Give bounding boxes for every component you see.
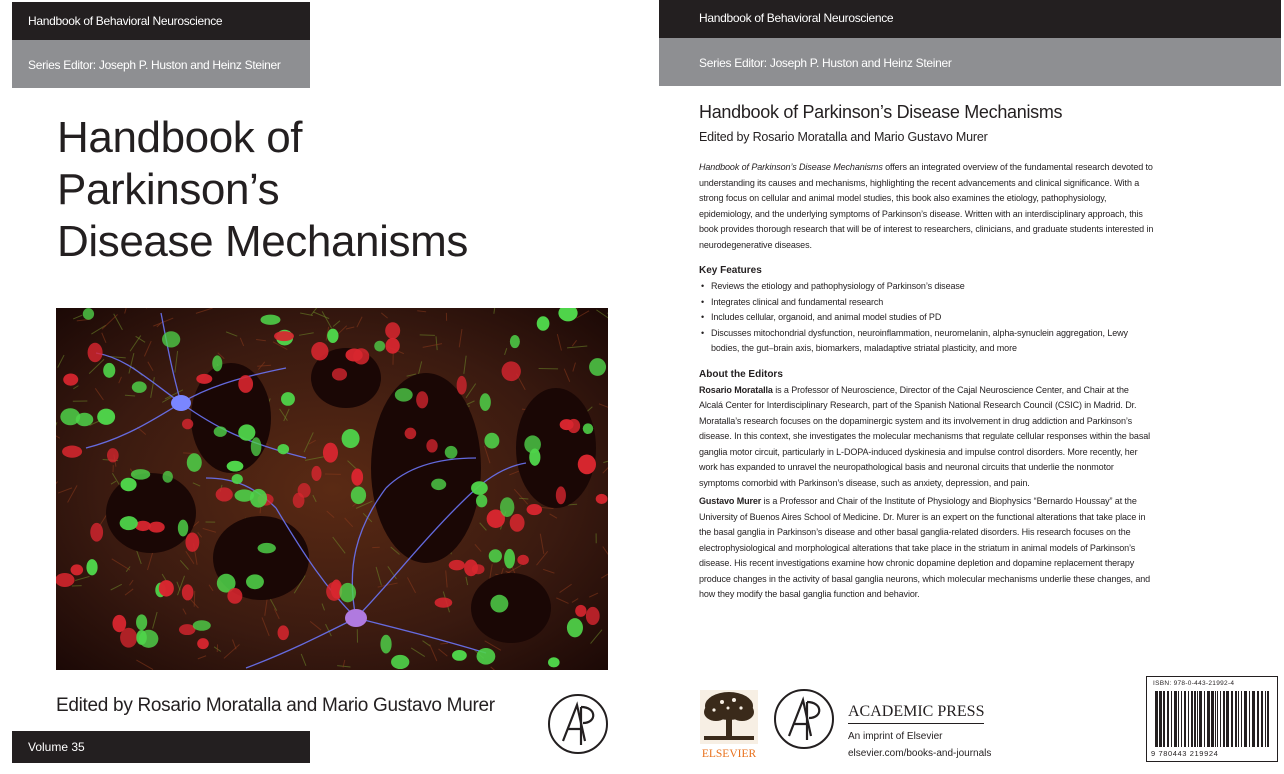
back-series-band: Handbook of Behavioral Neuroscience <box>659 0 1281 38</box>
editor1-bio-text: is a Professor of Neuroscience, Director of the Cajal Neuroscience Center, and Chair at the Alcalá Center for Interdisciplinary Research, part of the Spanish National Research Council (CSIC) in Madrid. Dr. Moratalla’s research focuses on the dopaminergic system and its involvement in drug addiction and Parkinson’s disease. In this context, she investigates the molecular mechanisms that regulate cellular responses within the basal ganglia motor circuit, particularly in L-DOPA-induced dyskinesia and impulse control disorders. More recently, her work has expanded to unravel the neuropathological basis and neuronal circuits that underlie the nonmotor symptoms comorbid with Parkinson’s disease, such as anxiety, depression, and pain. <box>699 384 1151 488</box>
editor1-name: Rosario Moratalla <box>699 384 773 395</box>
key-features-heading: Key Features <box>699 265 762 276</box>
ap-monogram-icon <box>773 688 835 750</box>
front-editors: Edited by Rosario Moratalla and Mario Gustavo Murer <box>56 695 495 716</box>
key-feature-item: • Reviews the etiology and pathophysiology of Parkinson’s disease <box>699 279 1154 295</box>
description-text: offers an integrated overview of the fundamental research devoted to understanding its causes and mechanisms, highlighting the recent advancements and clinical significance. With a strong focus on cellular and animal model studies, this book also examines the etiology, pathophysiology, epidemiology, and the underlying symptoms of Parkinson’s disease. Written with an interdisciplinary approach, this book provides thorough research that will be of interest to researchers, clinicians, and graduate students interested in neurodegenerative diseases. <box>699 162 1154 250</box>
back-editors: Edited by Rosario Moratalla and Mario Gustavo Murer <box>699 130 988 144</box>
back-series-editor-band: Series Editor: Joseph P. Huston and Heinz Steiner <box>659 38 1281 86</box>
key-feature-item: • Integrates clinical and fundamental research <box>699 295 1154 311</box>
editor1-bio <box>699 383 1154 492</box>
front-volume-band: Volume 35 <box>12 731 310 763</box>
isbn-barcode <box>1146 676 1278 762</box>
editor2-name: Gustavo Murer <box>699 496 762 506</box>
back-title: Handbook of Parkinson’s Disease Mechanisms <box>699 102 1063 122</box>
front-title-line-1: Handbook of <box>57 113 303 162</box>
back-description <box>699 160 1154 253</box>
front-series-band: Handbook of Behavioral Neuroscience <box>12 2 310 40</box>
back-cover <box>656 0 1284 774</box>
editor2-bio-text: is a Professor and Chair of the Institute of Physiology and Biophysics “Bernardo Houssay” at the University of Buenos Aires School of Medicine. Dr. Murer is an expert on the functional alterations that take place in the basal ganglia in Parkinson’s disease and other basal ganglia-related disorders. His research focuses on the electrophysiological and morphological alterations that take place in the striatum in animal models of Parkinson’s disease. His recent investigations examine how chronic dopamine depletion and dopamine replacement therapy produce changes in the activity of basal ganglia neurons, which molecular mechanisms underlie these changes, and how they modify the basal ganglia function and behavior. <box>699 496 1151 599</box>
isbn-label: ISBN: 978-0-443-21992-4 <box>1153 680 1235 687</box>
elsevier-wordmark: ELSEVIER <box>701 748 757 760</box>
key-feature-item: • Discusses mitochondrial dysfunction, neuroinflammation, neuromelanin, alpha-synuclein aggregation, Lewy bodies, the gut–brain axis, biomarkers, maladaptive striatal plasticity, and more <box>699 326 1154 357</box>
key-features-list <box>699 279 1154 357</box>
front-title-line-2: Parkinson’s <box>57 165 280 214</box>
publisher-url: elsevier.com/books-and-journals <box>848 748 992 759</box>
publisher-name: ACADEMIC PRESS <box>848 703 984 724</box>
about-editors-heading: About the Editors <box>699 368 783 380</box>
cover-micrograph <box>56 308 608 670</box>
publisher-imprint: An imprint of Elsevier <box>848 731 943 742</box>
front-cover <box>0 0 640 774</box>
key-feature-item: • Includes cellular, organoid, and animal model studies of PD <box>699 310 1154 326</box>
barcode-digits: 9 780443 219924 <box>1151 749 1219 758</box>
description-book-title: Handbook of Parkinson’s Disease Mechanisms <box>699 162 883 172</box>
ap-monogram-icon <box>547 693 609 755</box>
front-title-line-3: Disease Mechanisms <box>57 217 468 266</box>
barcode-bars <box>1155 691 1271 747</box>
front-title <box>57 112 617 268</box>
editor2-bio <box>699 494 1154 603</box>
back-text-block <box>699 100 1154 603</box>
elsevier-tree-icon <box>696 688 762 762</box>
front-series-editor-band: Series Editor: Joseph P. Huston and Heinz Steiner <box>12 40 310 88</box>
